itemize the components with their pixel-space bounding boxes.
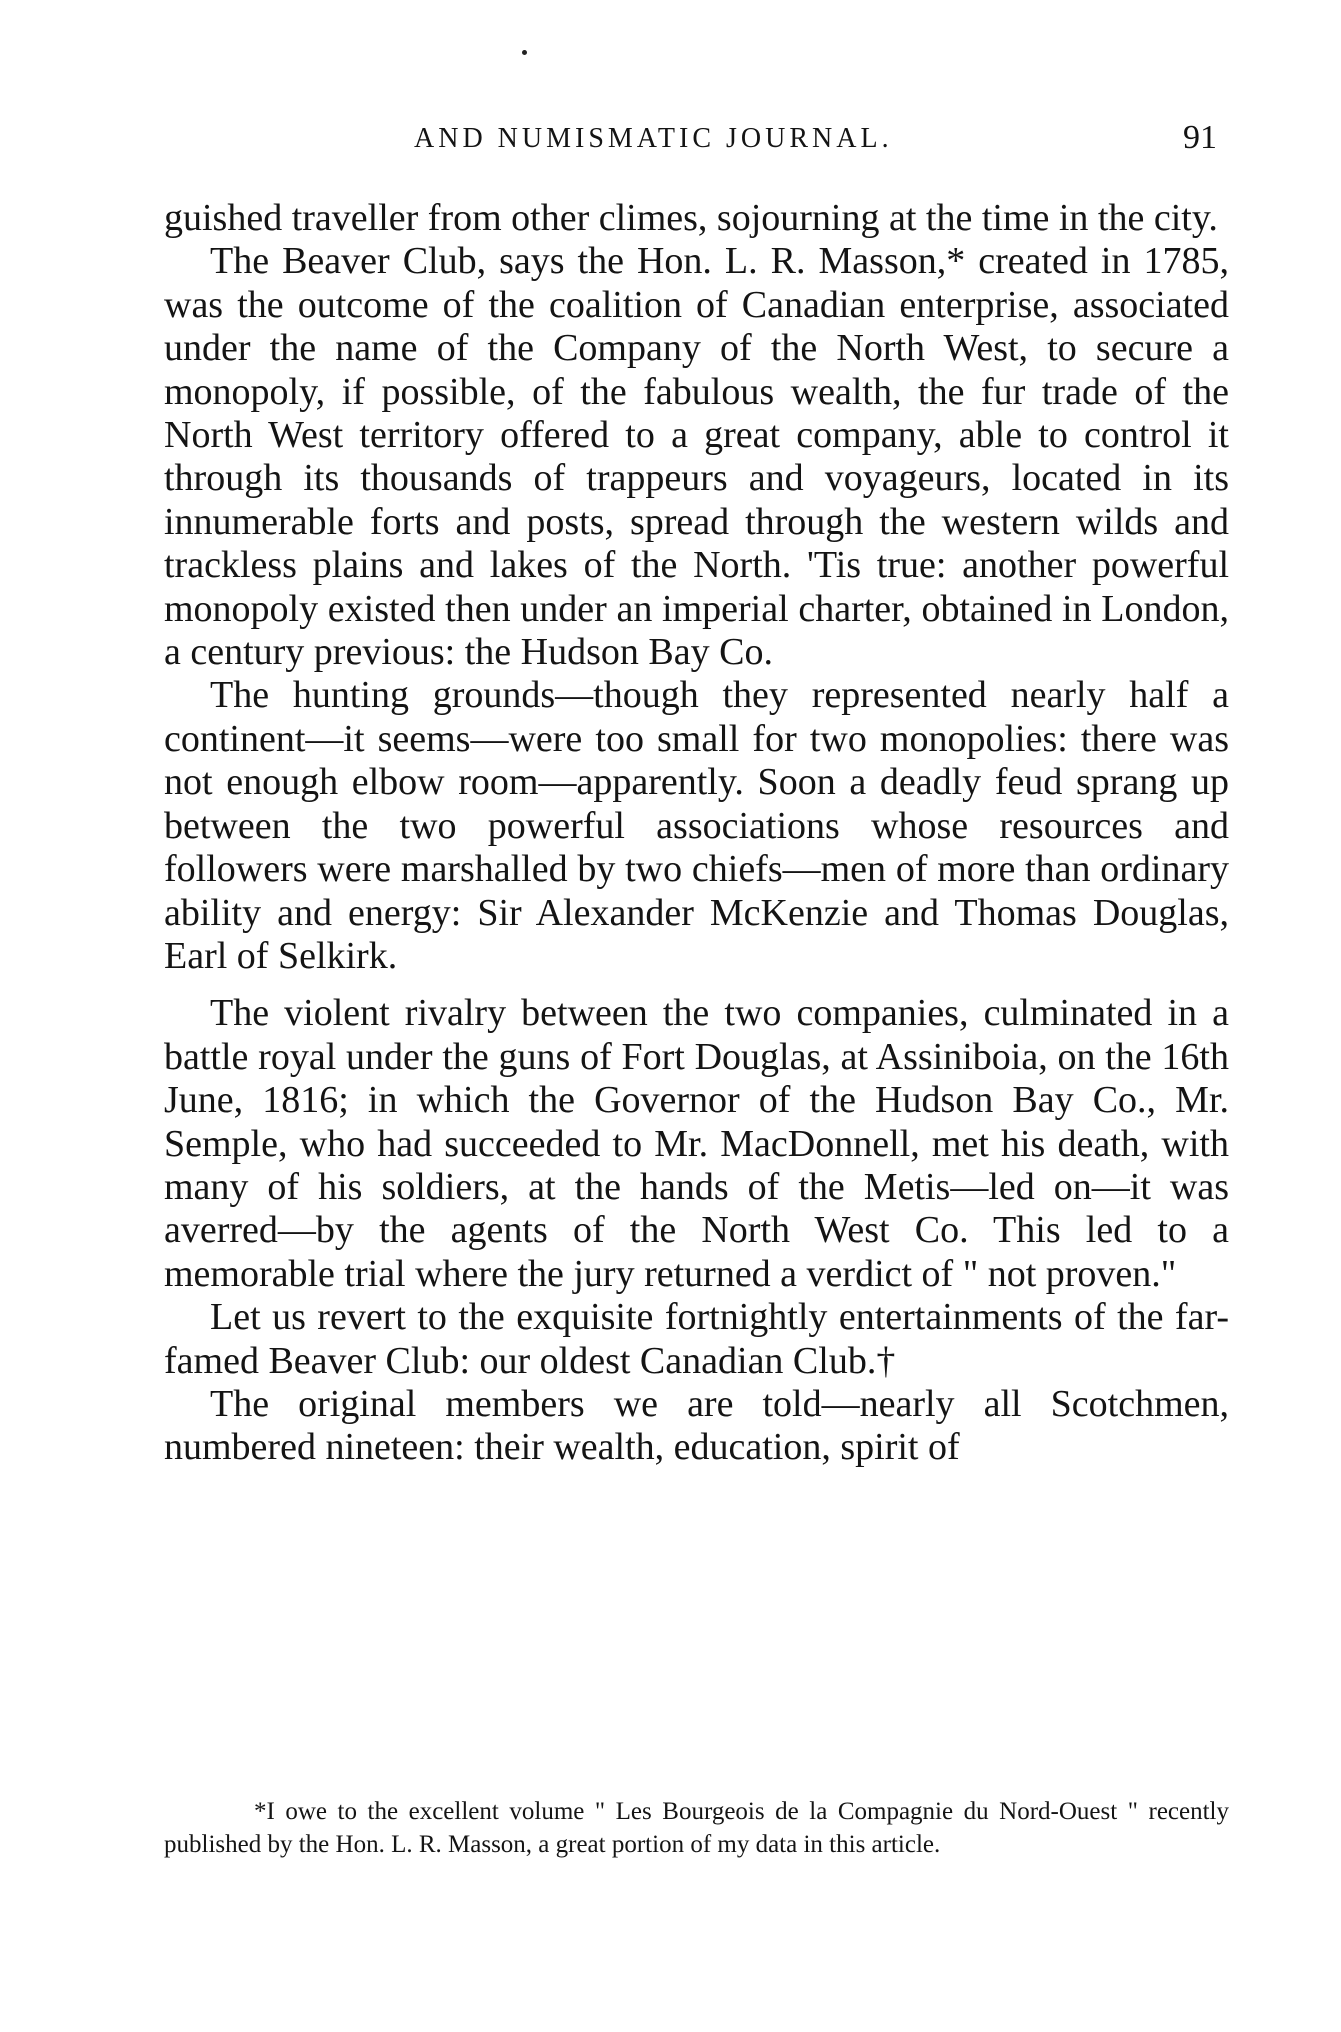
print-speck [522,50,527,55]
page-number: 91 [1183,119,1217,156]
footnote: *I owe to the excellent volume " Les Bourgeois de la Compagnie du Nord-Ouest " recently published by the Hon. L. R. Masson, a great portion of my data in this article. [164,1798,1229,1858]
running-title: AND NUMISMATIC JOURNAL. [414,123,893,154]
book-page [164,0,1229,2032]
paragraph-hunting-grounds: The hunting grounds—though they represented nearly half a continent—it seems—were too small for two monopolies: there was not enough elbow room—apparently. Soon a deadly feud sprang up between the two powerful associations whose resources and followers were marshalled by two chiefs—men of more than ordinary ability and energy: Sir Alexander McKenzie and Thomas Douglas, Earl of Selkirk. [164,674,1229,977]
paragraph-violent-rivalry: The violent rivalry between the two companies, culminated in a battle royal under the guns of Fort Douglas, at Assiniboia, on the 16th June, 1816; in which the Governor of the Hudson Bay Co., Mr. Semple, who had succeeded to Mr. MacDonnell, met his death, with many of his soldiers, at the hands of the Metis—led on—it was averred—by the agents of the North West Co. This led to a memorable trial where the jury returned a verdict of " not proven." [164,992,1229,1295]
paragraph-revert: Let us revert to the exquisite fortnightly entertainments of the far-famed Beaver Club: our oldest Canadian Club.† [164,1296,1229,1382]
running-head [164,119,1229,159]
paragraph-original-members: The original members we are told—nearly all Scotchmen, numbered nineteen: their wealth, education, spirit of [164,1382,1229,1469]
body-text [164,197,1229,1470]
paragraph-continued: guished traveller from other climes, sojourning at the time in the city. [164,197,1218,239]
paragraph-beaver-club: The Beaver Club, says the Hon. L. R. Masson,* created in 1785, was the outcome of the coalition of Canadian enterprise, associated under the name of the Company of the North West, to secure a monopoly, if possible, of the fabulous wealth, the fur trade of the North West territory offered to a great company, able to control it through its thousands of trappeurs and voyageurs, located in its innumerable forts and posts, spread through the western wilds and trackless plains and lakes of the North. 'Tis true: another powerful monopoly existed then under an imperial charter, obtained in London, a century previous: the Hudson Bay Co. [164,240,1229,674]
